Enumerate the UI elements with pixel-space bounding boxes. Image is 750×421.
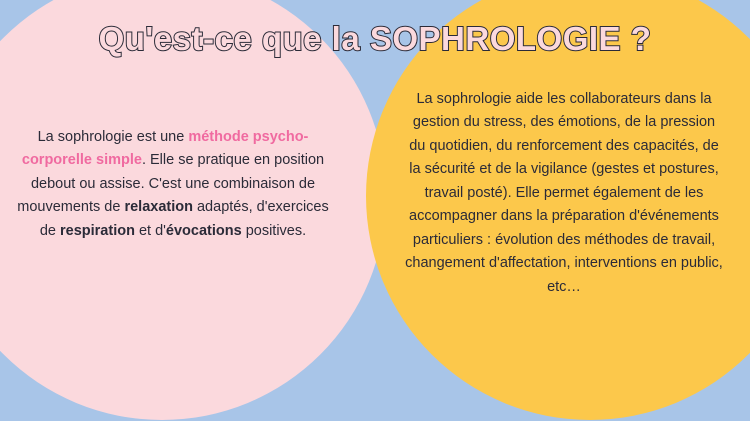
- left-text-part2: . Elle se pratique en position debout ou assise. C'est une combinaison de mouvements de: [17, 152, 325, 216]
- left-text-part5: positives.: [241, 222, 307, 239]
- right-text-block: La sophrologie aide les collaborateurs dans la gestion du stress, des émotions, de la pression du quotidien, du renforcement des capacités, de la sécurité et de la vigilance (gestes et postures, travail posté). Elle permet également de les accompagner dans la préparation d'événements particuliers : évolution des méthodes de travail, changement d'affectation, interventions en public, etc…: [405, 91, 723, 295]
- left-text-part1: La sophrologie est une: [37, 129, 189, 145]
- left-text-part4: et d': [134, 222, 166, 239]
- left-text-bold2: respiration: [60, 222, 135, 239]
- left-text-highlight: méthode psycho-corporelle simple: [21, 129, 309, 169]
- left-text-bold1: relaxation: [124, 199, 193, 216]
- left-text-part3: adaptés, d'exercices de: [39, 199, 329, 239]
- slide-title: Qu'est-ce que la SOPHROLOGIE ?: [98, 20, 652, 57]
- left-text-block: [8, 126, 338, 243]
- left-text-bold3: évocations: [165, 222, 242, 239]
